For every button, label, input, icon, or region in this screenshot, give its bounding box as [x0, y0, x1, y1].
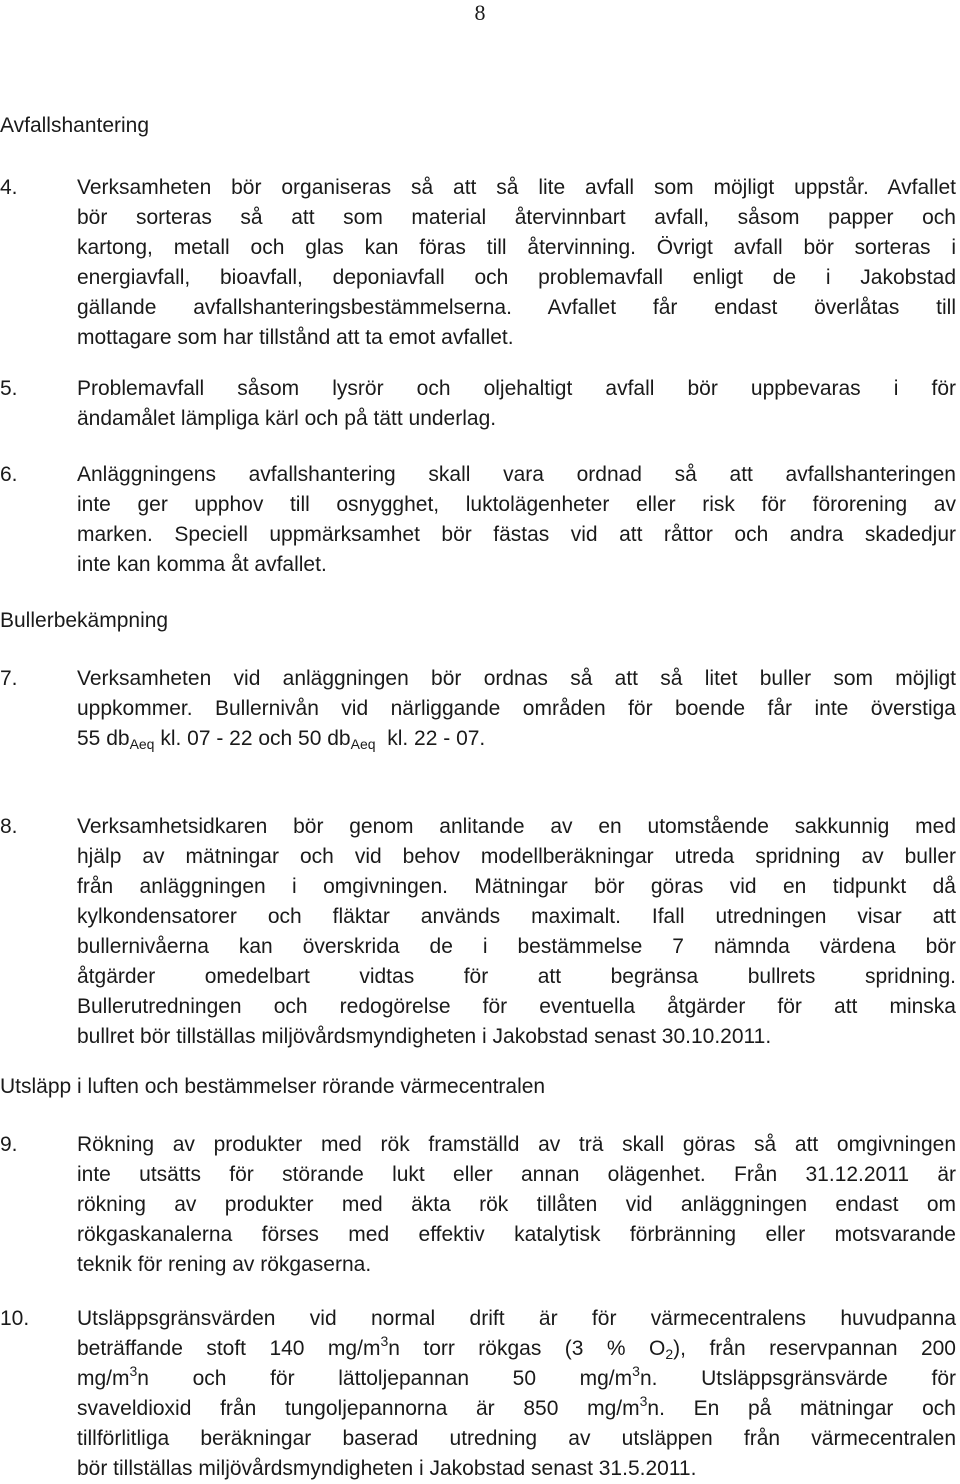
text-line: bullernivåerna kan överskrida de i bestämmelse 7 nämnda värdena bör [77, 935, 956, 958]
paragraph-number: 4. [0, 176, 18, 199]
text-line: Anläggningens avfallshantering skall vara ordnad så att avfallshanteringen [77, 463, 956, 486]
text-line: marken. Speciell uppmärksamhet bör fästas vid att råttor och andra skadedjur [77, 523, 956, 546]
text-line: Verksamheten vid anläggningen bör ordnas så att så litet buller som möjligt [77, 667, 956, 690]
text-fragment: mg/m [77, 1367, 130, 1390]
text-line: rökning av produkter med äkta rök tillåten vid anläggningen endast om [77, 1193, 956, 1216]
text-line: teknik för rening av rökgaserna. [77, 1253, 372, 1276]
page-number: 8 [474, 0, 486, 25]
text-line: mottagare som har tillstånd att ta emot avfallet. [77, 326, 514, 349]
superscript: 3 [129, 1363, 138, 1379]
text-line [77, 1364, 956, 1394]
text-fragment: n. Utsläppsgränsvärde för [639, 1367, 956, 1390]
superscript: 3 [639, 1393, 648, 1409]
text-line: Verksamheten bör organiseras så att så lite avfall som möjligt uppstår. Avfallet [77, 176, 956, 199]
paragraph-number: 9. [0, 1133, 18, 1156]
text-line: bör sorteras så att som material återvinnbart avfall, såsom papper och [77, 206, 956, 229]
text-line: rökgaskanalerna förses med effektiv katalytisk förbränning eller motsvarande [77, 1223, 956, 1246]
subscript: Aeq [350, 736, 376, 752]
text-line: gällande avfallshanteringsbestämmelserna. Avfallet får endast överlåtas till [77, 296, 956, 319]
text-line: tillförlitliga beräkningar baserad utredning av utsläppen från värmecentralen [77, 1427, 956, 1450]
text-line: Verksamhetsidkaren bör genom anlitande av en utomstående sakkunnig med [77, 815, 956, 838]
superscript: 3 [380, 1333, 389, 1349]
text-line: Rökning av produkter med rök framställd av trä skall göras så att omgivningen [77, 1133, 956, 1156]
paragraph-text [77, 1304, 956, 1484]
text-line: inte ger upphov till osnygghet, luktolägenheter eller risk för förorening av [77, 493, 956, 516]
text-line: energiavfall, bioavfall, deponiavfall och problemavfall enligt de i Jakobstad [77, 266, 956, 289]
paragraph-text [77, 173, 956, 353]
text-line: från anläggningen i omgivningen. Mätningar bör göras vid en tidpunkt då [77, 875, 956, 898]
text-fragment: kl. 22 - 07. [375, 727, 486, 750]
text-fragment: 55 db [77, 727, 130, 750]
text-line: inte kan komma åt avfallet. [77, 553, 327, 576]
text-line: hjälp av mätningar och vid behov modellberäkningar utreda spridning av buller [77, 845, 956, 868]
text-line: bör tillställas miljövårdsmyndigheten i Jakobstad senast 31.5.2011. [77, 1457, 697, 1480]
text-line: inte utsätts för störande lukt eller annan olägenhet. Från 31.12.2011 är [77, 1163, 956, 1186]
text-line [77, 724, 956, 754]
paragraph-number: 8. [0, 815, 18, 838]
paragraph-number: 6. [0, 463, 18, 486]
text-line: Problemavfall såsom lysrör och oljehaltigt avfall bör uppbevaras i för [77, 377, 956, 400]
text-line: bullret bör tillställas miljövårdsmyndigheten i Jakobstad senast 30.10.2011. [77, 1025, 772, 1048]
paragraph-text [77, 1130, 956, 1280]
text-line: kartong, metall och glas kan föras till återvinning. Övrigt avfall bör sorteras i [77, 236, 956, 259]
text-fragment: n och för lättoljepannan 50 mg/m [137, 1367, 633, 1390]
subscript: 2 [665, 1346, 674, 1362]
text-line: Bullerutredningen och redogörelse för eventuella åtgärder för att minska [77, 995, 956, 1018]
superscript: 3 [632, 1363, 640, 1379]
text-line: åtgärder omedelbart vidtas för att begränsa bullrets spridning. [77, 965, 956, 988]
paragraph-number: 5. [0, 377, 18, 400]
text-fragment: n torr rökgas (3 % O [388, 1337, 666, 1360]
text-fragment: kl. 07 - 22 och 50 db [154, 727, 351, 750]
text-line: kylkondensatorer och fläktar används maximalt. Ifall utredningen visar att [77, 905, 956, 928]
paragraph-text [77, 374, 956, 434]
paragraph-text [77, 664, 956, 754]
text-fragment: n. En på mätningar och [647, 1397, 956, 1420]
text-line: uppkommer. Bullernivån vid närliggande områden för boende får inte överstiga [77, 697, 956, 720]
text-line: Utsläppsgränsvärden vid normal drift är för värmecentralens huvudpanna [77, 1307, 956, 1330]
heading-noise-control: Bullerbekämpning [0, 609, 169, 632]
text-line [77, 1334, 956, 1364]
subscript: Aeq [129, 736, 155, 752]
paragraph-number: 10. [0, 1307, 30, 1330]
text-fragment: ), från reservpannan 200 [673, 1337, 956, 1360]
heading-waste-management: Avfallshantering [0, 114, 150, 137]
text-fragment: beträffande stoft 140 mg/m [77, 1337, 381, 1360]
paragraph-text [77, 812, 956, 1052]
paragraph-text [77, 460, 956, 580]
text-fragment: svaveldioxid från tungoljepannorna är 850 mg/m [77, 1397, 640, 1420]
heading-air-emissions: Utsläpp i luften och bestämmelser rörande värmecentralen [0, 1075, 546, 1098]
paragraph-number: 7. [0, 667, 18, 690]
text-line: ändamålet lämpliga kärl och på tätt underlag. [77, 407, 497, 430]
text-line [77, 1394, 956, 1424]
